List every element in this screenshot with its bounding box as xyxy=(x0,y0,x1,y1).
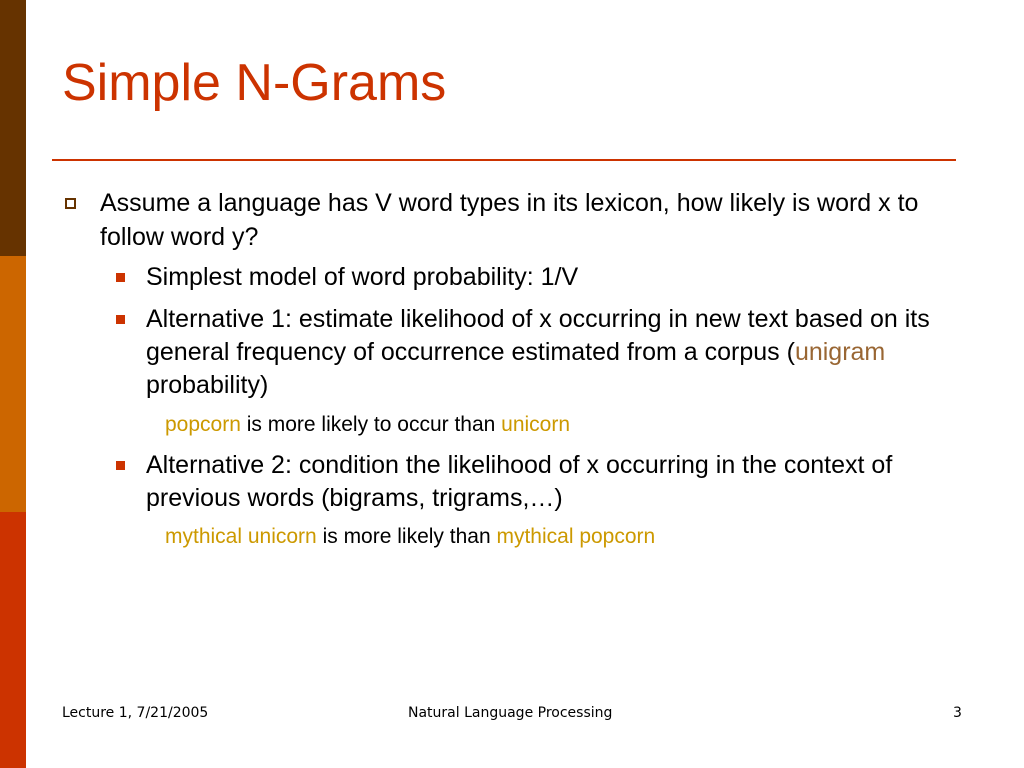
subbullet-text-alternative-2: Alternative 2: condition the likelihood of x occurring in the context of previous words (bigrams, trigrams,…) xyxy=(146,451,893,512)
example-text: is more likely than xyxy=(316,525,497,548)
sidebar-block-middle xyxy=(0,256,26,512)
sidebar-block-top xyxy=(0,0,26,256)
alternative-1-text-end: probability) xyxy=(146,371,269,399)
example-text: is more likely to occur than xyxy=(240,413,502,436)
title-divider xyxy=(52,159,956,161)
footer-page-number: 3 xyxy=(953,705,962,721)
example-popcorn-unicorn xyxy=(165,411,965,439)
example-mythical xyxy=(165,523,965,551)
example-term-mythical-unicorn: mythical unicorn xyxy=(165,525,317,548)
alternative-1-text: Alternative 1: estimate likelihood of x occurring in new text based on its general frequency of occurrence estimated from a corpus ( xyxy=(146,305,930,366)
footer-course-title: Natural Language Processing xyxy=(408,705,613,721)
square-bullet-icon xyxy=(116,461,125,470)
subbullet-text-alternative-1 xyxy=(146,303,976,402)
slide-title: Simple N-Grams xyxy=(62,54,447,112)
example-term-unicorn: unicorn xyxy=(501,413,571,436)
hollow-square-bullet-icon xyxy=(65,198,76,209)
square-bullet-icon xyxy=(116,273,125,282)
example-term-mythical-popcorn: mythical popcorn xyxy=(496,525,656,548)
unigram-term: unigram xyxy=(794,338,886,366)
bullet-text-assume: Assume a language has V word types in its lexicon, how likely is word x to follow word y? xyxy=(100,189,919,251)
sidebar-block-bottom xyxy=(0,512,26,768)
square-bullet-icon xyxy=(116,315,125,324)
example-term-popcorn: popcorn xyxy=(165,413,241,436)
subbullet-text-simplest: Simplest model of word probability: 1/V xyxy=(146,263,579,291)
footer-lecture-date: Lecture 1, 7/21/2005 xyxy=(62,705,209,721)
sidebar-decoration xyxy=(0,0,26,768)
